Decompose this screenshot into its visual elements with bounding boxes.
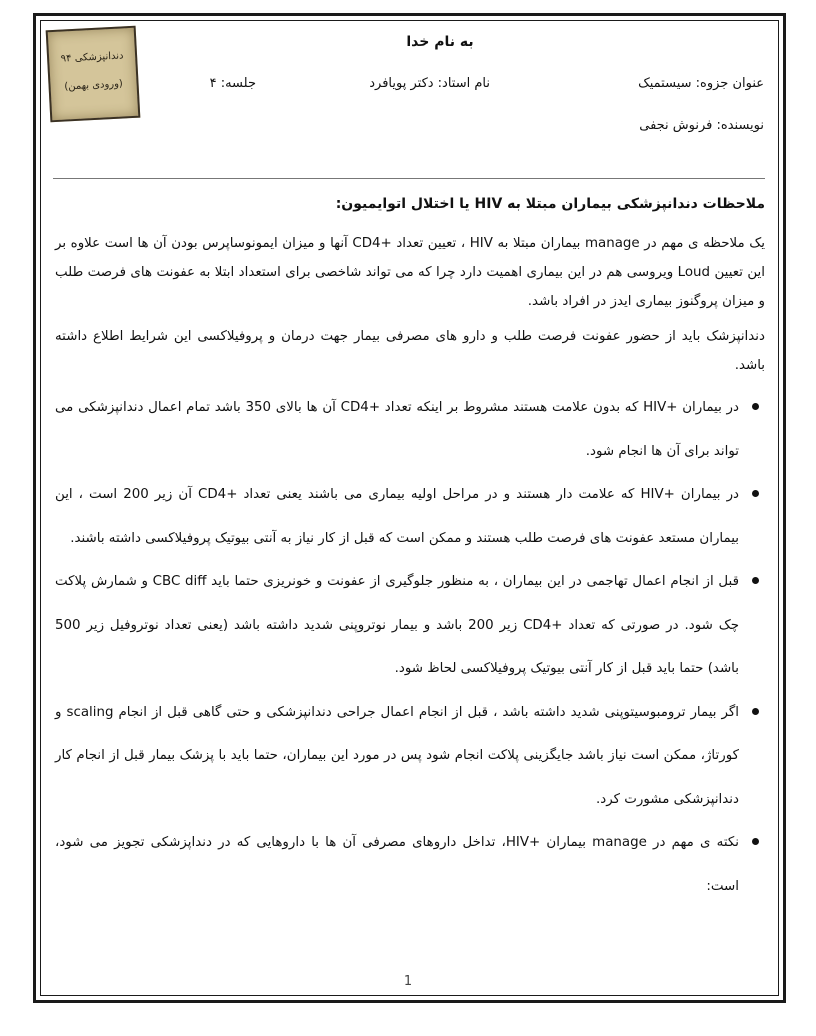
header-divider (53, 178, 765, 179)
list-item (55, 386, 765, 473)
professor-label: نام استاد: دکتر پویافرد (369, 76, 490, 91)
class-stamp-image (46, 26, 141, 123)
bullet-dot-icon (752, 577, 759, 584)
bullet-dot-icon (752, 708, 759, 715)
list-item (55, 473, 765, 560)
list-item-text: در بیماران +HIV که بدون علامت هستند مشروط بر اینکه تعداد +CD4 آن ها بالای 350 باشد تمام اعمال دندانپزشکی می تواند برای آن ها انجام شود. (55, 400, 739, 459)
svg-text:دندانپزشکی ۹۴: دندانپزشکی ۹۴ (60, 50, 124, 65)
list-item (55, 691, 765, 822)
basmala-heading: به نام خدا (406, 34, 474, 50)
section-title: ملاحظات دندانپزشکی بیماران مبتلا به HIV یا اختلال اتوایمیون: (335, 196, 765, 212)
intro-paragraph: دندانپزشک باید از حضور عفونت فرصت طلب و دارو های مصرفی بیمار جهت درمان و پروفیلاکسی این شرایط اطلاع داشته باشد. (55, 329, 765, 373)
list-item (55, 560, 765, 691)
booklet-title-label: عنوان جزوه: سیستمیک (638, 76, 764, 91)
bullet-list (55, 386, 765, 908)
list-item (55, 821, 765, 908)
bullet-dot-icon (752, 838, 759, 845)
page-number: 1 (403, 974, 413, 989)
bullet-dot-icon (752, 403, 759, 410)
intro-paragraph: یک ملاحظه ی مهم در manage بیماران مبتلا به HIV ، تعیین تعداد +CD4 آنها و میزان ایمونوساپرس بودن آن ها است علاوه بر این تعیین Loud ویروسی هم در این بیماری اهمیت دارد چرا که می تواند شاخصی برای استعداد ابتلا به عفونت های فرصت طلب و میزان پروگنوز بیماری ایدز در افراد باشد. (55, 236, 765, 309)
list-item-text: اگر بیمار ترومبوسیتوپنی شدید داشته باشد ، قبل از انجام اعمال جراحی دندانپزشکی و حتی گاهی قبل از انجام scaling و کورتاژ، ممکن است نیاز باشد جایگزینی پلاکت انجام شود پس در مورد این بیماران، حتما باید با پزشک بیمار قبل از انجام کار دندانپزشکی مشورت کرد. (55, 704, 739, 807)
author-label: نویسنده: فرنوش نجفی (639, 118, 764, 133)
bullet-dot-icon (752, 490, 759, 497)
session-label: جلسه: ۴ (209, 76, 256, 91)
list-item-text: در بیماران +HIV که علامت دار هستند و در مراحل اولیه بیماری می باشند یعنی تعداد +CD4 آن زیر 200 است ، این بیماران مستعد عفونت های فرصت طلب هستند و ممکن است که قبل از کار نیاز به آنتی بیوتیک پروفیلاکسی داشته باشند. (55, 487, 739, 546)
list-item-text: نکته ی مهم در manage بیماران +HIV، تداخل داروهای مصرفی آن ها با داروهایی که در دنداپزشکی تجویز می شود، است: (55, 835, 739, 894)
main-content (55, 192, 765, 908)
svg-text:(ورودی بهمن): (ورودی بهمن) (64, 78, 124, 93)
list-item-text: قبل از انجام اعمال تهاجمی در این بیماران ، به منظور جلوگیری از عفونت و خونریزی حتما باید CBC diff و شمارش پلاکت چک شود. در صورتی که تعداد +CD4 زیر 200 باشد و بیمار نوتروپنی شدید داشته باشد (یعنی تعداد نوتروفیل زیر 500 باشد) حتما باید قبل از کار آنتی بیوتیک پروفیلاکسی لحاظ شود. (55, 574, 739, 676)
